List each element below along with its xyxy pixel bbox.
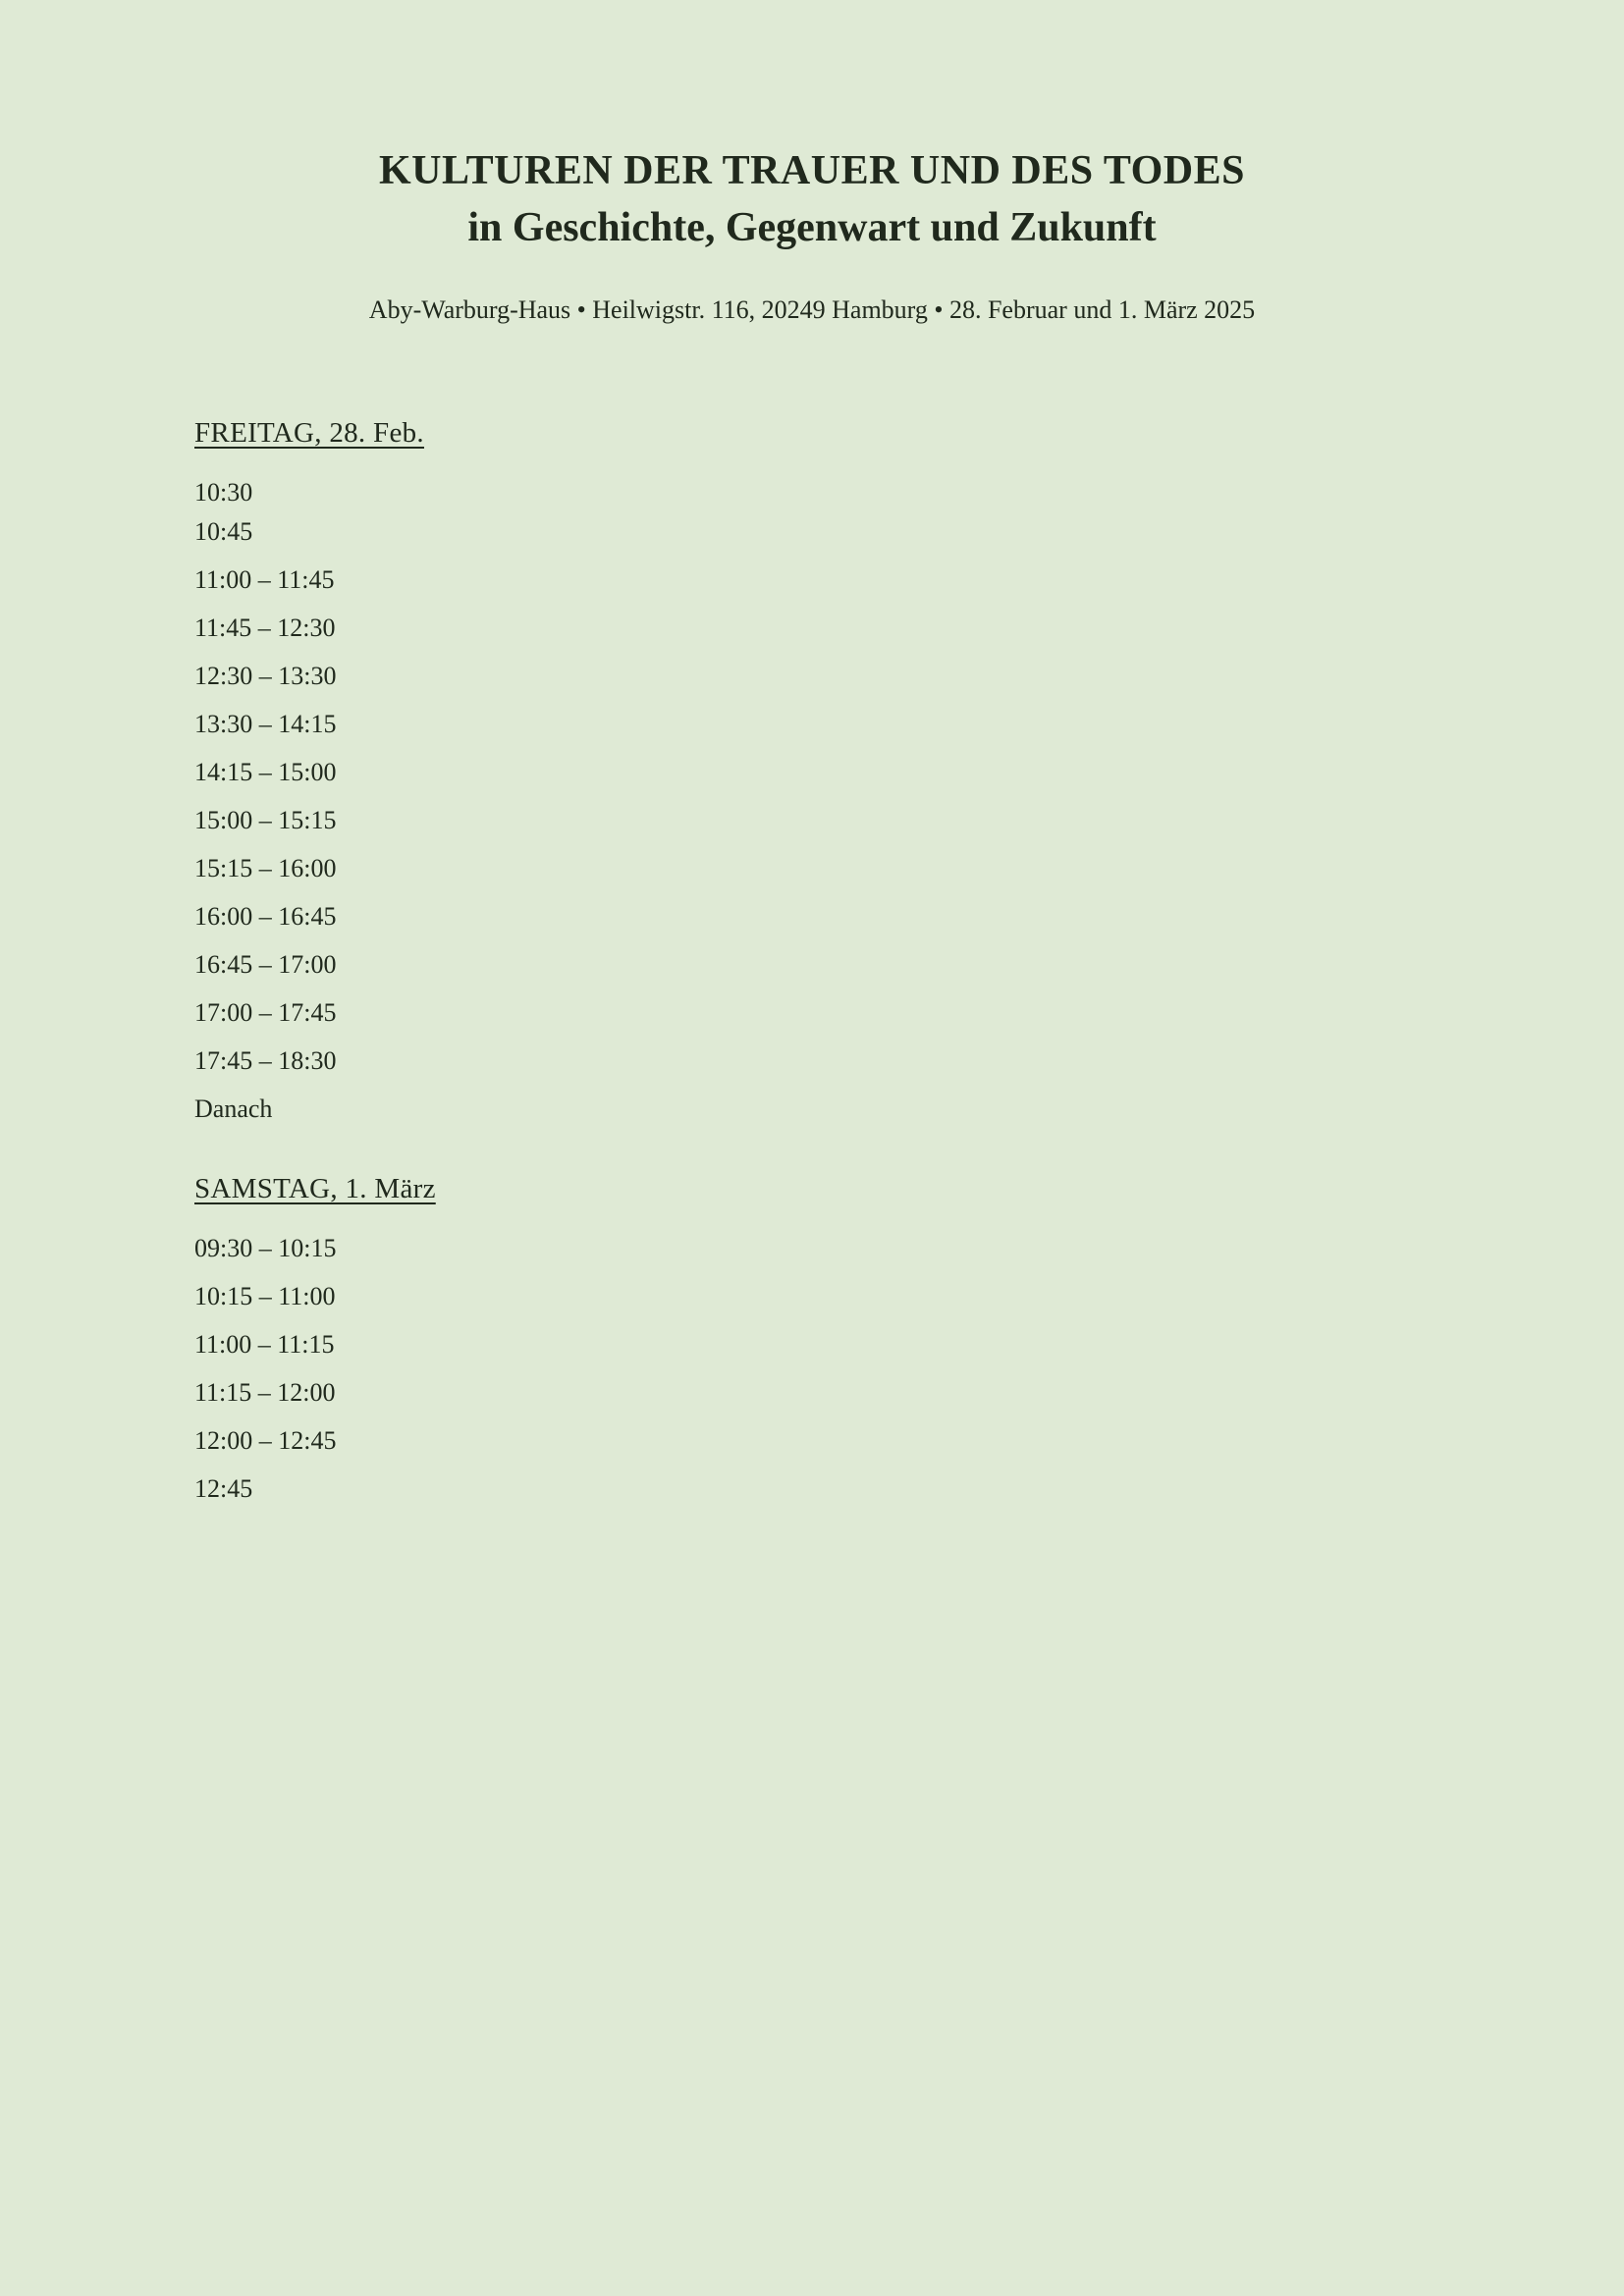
session-time: Danach	[194, 1095, 273, 1123]
page-subtitle: in Geschichte, Gegenwart und Zukunft	[467, 205, 1157, 250]
session-row	[194, 899, 1506, 934]
session-row	[194, 1327, 1506, 1362]
session-time: 16:45 – 17:00	[194, 950, 337, 979]
session-time: 13:30 – 14:15	[194, 710, 337, 738]
session-time: 17:00 – 17:45	[194, 998, 337, 1027]
session-row	[194, 1423, 1506, 1459]
session-row	[194, 1043, 1506, 1079]
session-time: 12:45	[194, 1474, 253, 1503]
session-row	[194, 995, 1506, 1031]
program-schedule	[194, 416, 1506, 1507]
session-time: 16:00 – 16:45	[194, 902, 337, 931]
session-time: 15:00 – 15:15	[194, 806, 337, 834]
page-title: KULTUREN DER TRAUER UND DES TODES	[378, 148, 1245, 193]
session-row	[194, 1471, 1506, 1507]
session-time: 12:00 – 12:45	[194, 1426, 337, 1455]
session-time: 10:30	[194, 478, 253, 507]
session-row	[194, 659, 1506, 694]
session-time: 09:30 – 10:15	[194, 1234, 337, 1262]
program-header	[0, 0, 1624, 326]
session-time: 11:00 – 11:45	[194, 565, 335, 594]
day-heading: FREITAG, 28. Feb.	[194, 417, 424, 449]
session-row	[194, 1375, 1506, 1411]
session-time: 17:45 – 18:30	[194, 1046, 337, 1075]
session-time: 10:45	[194, 517, 253, 546]
session-row	[194, 562, 1506, 598]
session-row	[194, 1279, 1506, 1314]
session-time: 14:15 – 15:00	[194, 758, 337, 786]
session-row	[194, 947, 1506, 983]
session-row	[194, 803, 1506, 838]
session-row	[194, 1092, 1506, 1127]
session-time: 15:15 – 16:00	[194, 854, 337, 882]
session-row	[194, 1231, 1506, 1266]
venue-line: Aby-Warburg-Haus • Heilwigstr. 116, 20249 Hamburg • 28. Februar und 1. März 2025	[368, 295, 1256, 324]
session-time: 10:15 – 11:00	[194, 1282, 336, 1310]
session-time: 11:15 – 12:00	[194, 1378, 336, 1407]
session-row	[194, 851, 1506, 886]
day-section-samstag	[194, 1172, 1506, 1507]
session-time: 11:45 – 12:30	[194, 614, 336, 642]
session-row	[194, 475, 1506, 510]
day-section-freitag	[194, 416, 1506, 1127]
session-time: 12:30 – 13:30	[194, 662, 337, 690]
session-row	[194, 707, 1506, 742]
session-row	[194, 611, 1506, 646]
session-time: 11:00 – 11:15	[194, 1330, 335, 1359]
session-row	[194, 514, 1506, 550]
day-heading: SAMSTAG, 1. März	[194, 1173, 436, 1204]
session-row	[194, 755, 1506, 790]
